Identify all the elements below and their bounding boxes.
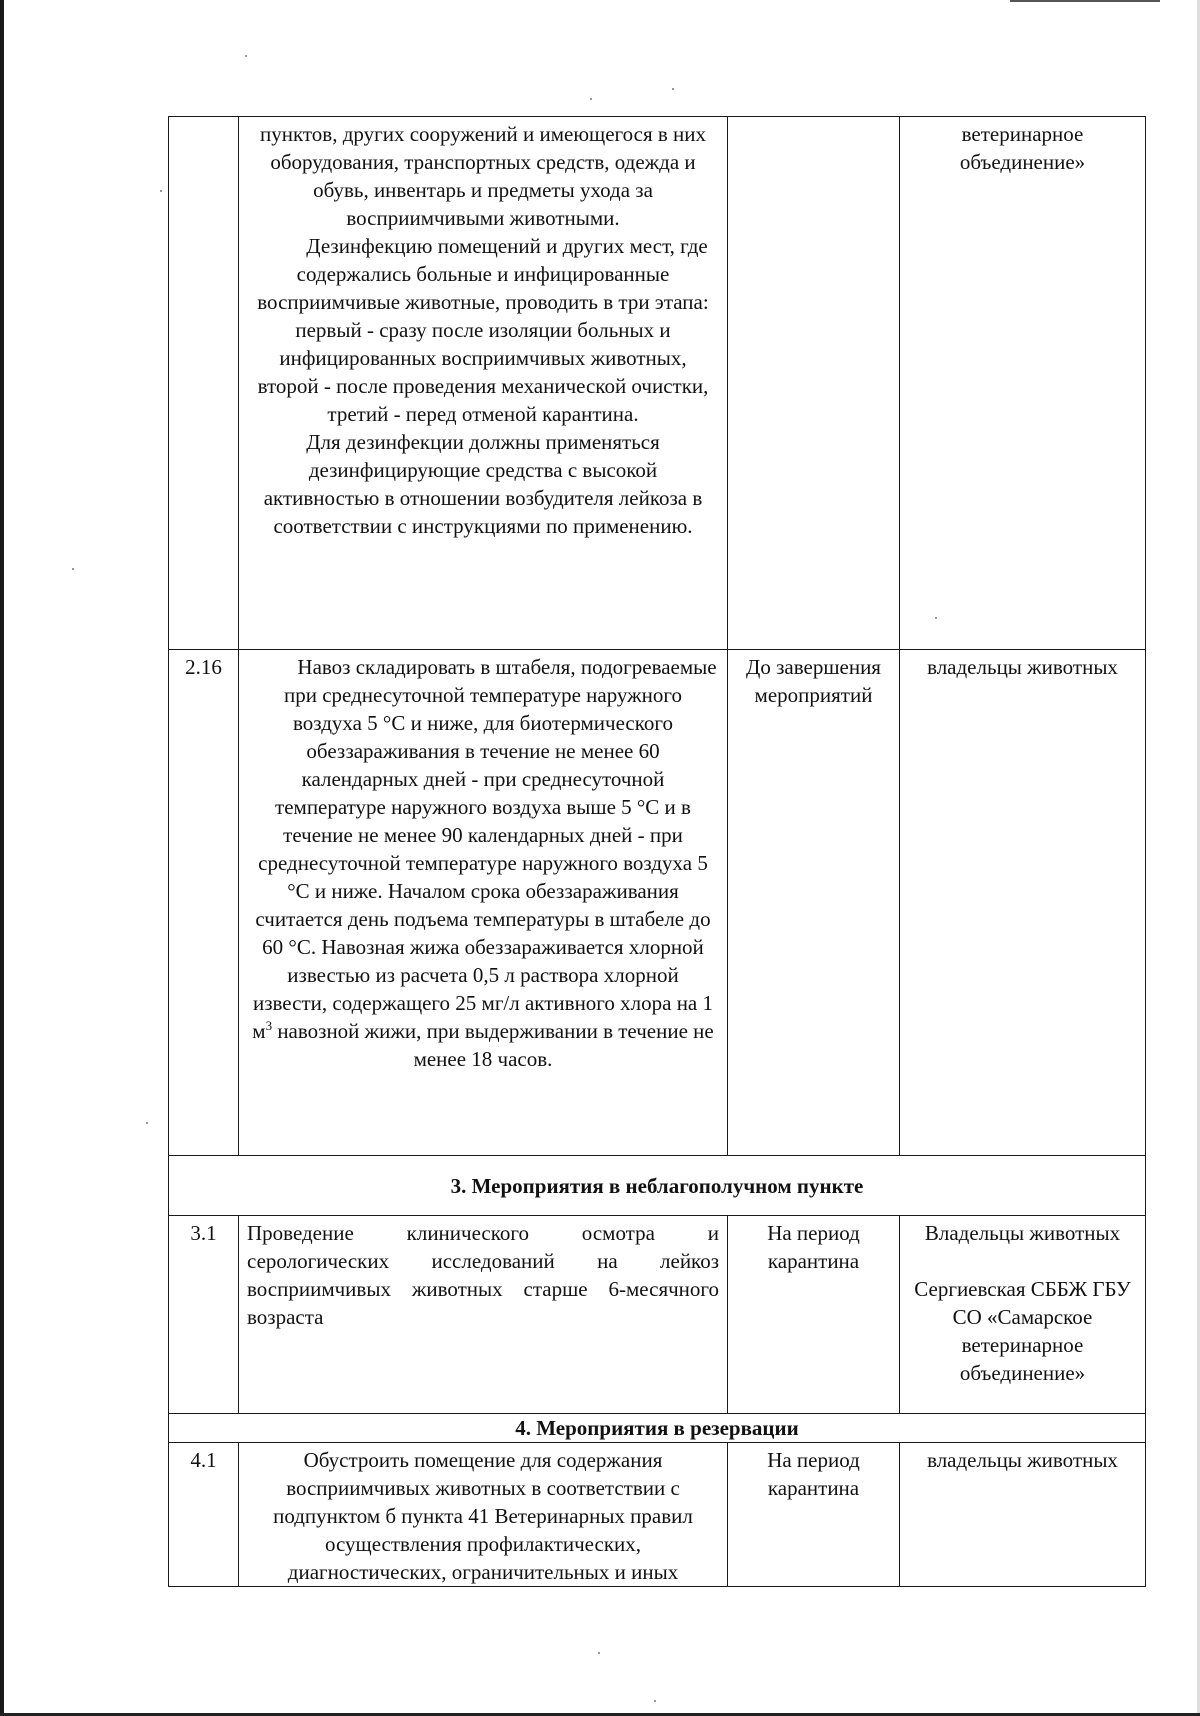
row-responsible: владельцы животных bbox=[900, 1443, 1146, 1587]
table-row-4-1 bbox=[169, 1443, 1146, 1587]
description-paragraph bbox=[249, 653, 717, 1073]
description-text: навозной жижи, при выдерживании в течение не менее 18 часов. bbox=[272, 1019, 714, 1071]
section-title-4: 4. Мероприятия в резервации bbox=[169, 1414, 1146, 1443]
scan-speck bbox=[146, 1122, 148, 1124]
row-description: Обустроить помещение для содержания восприимчивых животных в соответствии с подпунктом б пункта 41 Ветеринарных правил осуществления профилактических, диагностических, ограничительных и иных bbox=[239, 1443, 728, 1587]
table-row-3-1 bbox=[169, 1216, 1146, 1414]
scan-speck bbox=[672, 88, 674, 90]
row-term: До завершения мероприятий bbox=[728, 650, 900, 1156]
scan-speck bbox=[160, 190, 162, 192]
scan-speck bbox=[245, 55, 247, 57]
row-number bbox=[169, 117, 239, 650]
scan-top-mark bbox=[1010, 0, 1160, 2]
description-paragraph: Дезинфекцию помещений и других мест, где содержались больные и инфицированные восприимчивые животные, проводить в три этапа: первый - сразу после изоляции больных и инфицированных восприимчивых животных, второй - после проведения механической очистки, третий - перед отменой карантина. bbox=[257, 234, 709, 426]
row-number: 2.16 bbox=[169, 650, 239, 1156]
row-term: На период карантина bbox=[728, 1216, 900, 1414]
row-responsible: ветеринарное объединение» bbox=[900, 117, 1146, 650]
scan-speck bbox=[654, 1700, 656, 1702]
row-term: На период карантина bbox=[728, 1443, 900, 1587]
row-responsible: владельцы животных bbox=[900, 650, 1146, 1156]
row-description: Проведение клинического осмотра и серологических исследований на лейкоз восприимчивых животных старше 6-месячного возраста bbox=[239, 1216, 728, 1414]
row-description bbox=[239, 650, 728, 1156]
section-heading-row bbox=[169, 1156, 1146, 1216]
measures-table bbox=[168, 116, 1146, 1587]
responsible-vet-station: Сергиевская СББЖ ГБУ СО «Самарское ветеринарное объединение» bbox=[914, 1277, 1131, 1385]
scan-speck bbox=[72, 568, 74, 570]
superscript-cubic: 3 bbox=[265, 1018, 273, 1033]
scan-speck bbox=[598, 1652, 600, 1654]
row-term bbox=[728, 117, 900, 650]
section-title-3: 3. Мероприятия в неблагополучном пункте bbox=[169, 1156, 1146, 1216]
responsible-owners: Владельцы животных bbox=[924, 1221, 1121, 1245]
description-paragraph: пунктов, других сооружений и имеющегося в них оборудования, транспортных средств, одежда и обувь, инвентарь и предметы ухода за восприимчивыми животными. bbox=[259, 122, 706, 230]
row-number: 4.1 bbox=[169, 1443, 239, 1587]
table-row-2-16 bbox=[169, 650, 1146, 1156]
description-paragraph: Для дезинфекции должны применяться дезинфицирующие средства с высокой активностью в отношении возбудителя лейкоза в соответствии с инструкциями по применению. bbox=[263, 430, 703, 538]
row-number: 3.1 bbox=[169, 1216, 239, 1414]
description-text: Навоз складировать в штабеля, подогреваемые при среднесуточной температуре наружного воздуха 5 °С и ниже, для биотермического обеззараживания в течение не менее 60 календарных дней - при среднесуточной температуре наружного воздуха выше 5 °С и в течение не менее 90 календарных дней - при среднесуточной температуре наружного воздуха 5 °С и ниже. Началом срока обеззараживания считается день подъема температуры в штабеле до 60 °С. Навозная жижа обеззараживается хлорной известью из расчета 0,5 л раствора хлорной извести, содержащего 25 мг/л активного хлора на 1 м bbox=[252, 655, 717, 1043]
row-description bbox=[239, 117, 728, 650]
row-responsible bbox=[900, 1216, 1146, 1414]
scan-edge-left bbox=[0, 0, 4, 1716]
scan-speck bbox=[590, 98, 592, 100]
section-heading-row bbox=[169, 1414, 1146, 1443]
table-row-continuation bbox=[169, 117, 1146, 650]
